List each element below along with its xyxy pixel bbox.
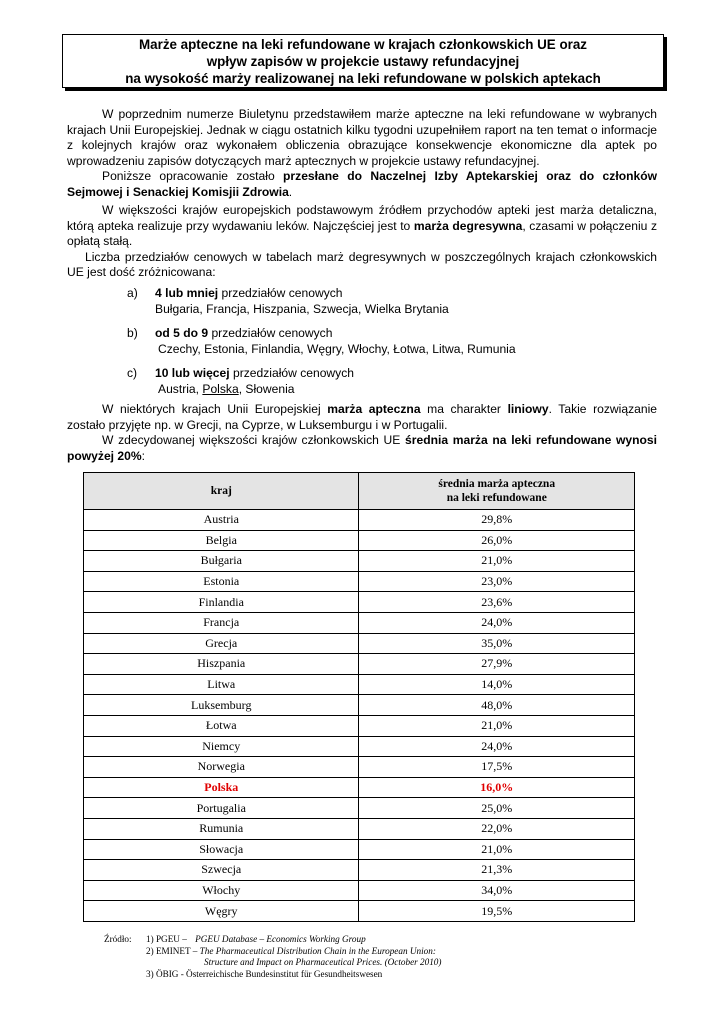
- table-row: [84, 633, 635, 654]
- intro-p2-end: .: [288, 184, 293, 199]
- list-countries: Bułgaria, Francja, Hiszpania, Szwecja, Wielka Brytania: [155, 301, 449, 316]
- sources: [104, 934, 441, 980]
- s3-p1-text: W niektórych krajach Unii Europejskiej: [102, 402, 328, 416]
- table-row: [84, 715, 635, 736]
- source-3: 3) ÖBIG - Österreichische Bundesinstitut für Gesundheitswesen: [146, 968, 383, 979]
- table-row: [84, 510, 635, 531]
- table-row: [84, 818, 635, 839]
- country-cell: Rumunia: [84, 818, 359, 839]
- country-cell: Hiszpania: [84, 654, 359, 675]
- list-letter: c): [127, 366, 138, 380]
- list-letter: b): [127, 326, 138, 340]
- margin-cell: 34,0%: [359, 880, 635, 901]
- country-cell: Bułgaria: [84, 551, 359, 572]
- list-rest: przedziałów cenowych: [218, 286, 343, 300]
- s3-p2-text: W zdecydowanej większości krajów członkowskich UE: [102, 433, 406, 447]
- table-row: [84, 798, 635, 819]
- country-cell: Niemcy: [84, 736, 359, 757]
- country-cell: Włochy: [84, 880, 359, 901]
- list-bold: od 5 do 9: [155, 326, 209, 340]
- margin-cell: 27,9%: [359, 654, 635, 675]
- country-cell: Węgry: [84, 901, 359, 922]
- table-body: [84, 510, 635, 922]
- source-2-title: The Pharmaceutical Distribution Chain in the European Union:: [199, 945, 436, 956]
- header-country: kraj: [84, 473, 359, 510]
- source-1-title: PGEU Database – Economics Working Group: [195, 934, 366, 944]
- title-line-2: wpływ zapisów w projekcie ustawy refundacyjnej: [206, 53, 520, 69]
- s3-p1-text-2: ma charakter: [420, 402, 508, 416]
- table-row: [84, 901, 635, 922]
- header-margin-line-2: na leki refundowane: [446, 492, 547, 504]
- list-rest: przedziałów cenowych: [229, 366, 354, 380]
- list-item: [127, 326, 647, 357]
- title-box: [62, 34, 664, 88]
- list-letter: a): [127, 286, 138, 300]
- country-cell: Belgia: [84, 530, 359, 551]
- table-row: [84, 860, 635, 881]
- intro-paragraph-2: [67, 169, 657, 200]
- intro-paragraph-1: W poprzednim numerze Biuletynu przedstawiłem marże apteczne na leki refundowane w wybranych krajach Unii Europejskiej. Jednak w ciągu ostatnich kilku tygodni uzupełniłem raport na ten temat o informacje z kolejnych krajów oraz wykonałem obliczenia obrazujące konsekwencje ekonomiczne dla aptek po wprowadzeniu zapisów dotyczących marż aptecznych w projekcie ustawy refundacyjnej.: [67, 107, 657, 168]
- margin-cell: 19,5%: [359, 901, 635, 922]
- s3-p1-end: . Takie rozwiązanie zostało przyjęte np. w Grecji, na Cyprze, w Luksemburgu i w Portugalii.: [67, 402, 657, 432]
- source-2-subtitle: Structure and Impact on Pharmaceutical Prices. (October 2010): [204, 957, 442, 967]
- margin-cell: 23,0%: [359, 571, 635, 592]
- header-margin: [359, 473, 635, 510]
- margin-cell: 24,0%: [359, 612, 635, 633]
- margin-cell: 24,0%: [359, 736, 635, 757]
- country-cell: Grecja: [84, 633, 359, 654]
- title-line-1: Marże apteczne na leki refundowane w krajach członkowskich UE oraz: [139, 36, 587, 52]
- countries-text: Austria,: [158, 381, 203, 396]
- section3-paragraph-1: [67, 402, 657, 433]
- margin-cell: 21,0%: [359, 715, 635, 736]
- table-row: [84, 654, 635, 675]
- section2-paragraph-1: [67, 203, 657, 250]
- table-row: [84, 530, 635, 551]
- section2-paragraph-2: Liczba przedziałów cenowych w tabelach marż degresywnych w poszczególnych krajach członkowskich UE jest dość zróżnicowana:: [67, 249, 657, 279]
- country-cell: Austria: [84, 510, 359, 531]
- source-1-name: 1) PGEU –: [146, 934, 190, 944]
- section3-paragraph-2: [67, 433, 657, 464]
- s2-p1-end: , czasami w połączeniu z opłatą stałą.: [67, 218, 657, 248]
- s2-p1-text: W większości krajów europejskich podstawowym źródłem przychodów apteki jest marża detaliczna, którą apteka realizuje przy wydawaniu leków. Najczęściej jest to: [67, 203, 657, 233]
- country-cell: Szwecja: [84, 860, 359, 881]
- table-row: [84, 757, 635, 778]
- s3-p1-bold-2: liniowy: [507, 402, 549, 416]
- margin-cell: 23,6%: [359, 592, 635, 613]
- table-row: [84, 612, 635, 633]
- country-cell: Luksemburg: [84, 695, 359, 716]
- intro-section: [67, 107, 657, 200]
- margin-cell: 29,8%: [359, 510, 635, 531]
- list-item: [127, 366, 647, 397]
- intro-p2-text: Poniższe opracowanie zostało: [102, 169, 284, 183]
- table-row: [84, 736, 635, 757]
- country-cell: Polska: [84, 777, 359, 798]
- margin-cell: 25,0%: [359, 798, 635, 819]
- list-bold: 4 lub mniej: [155, 286, 219, 300]
- table-row: [84, 592, 635, 613]
- s3-p2-bold: średnia marża na leki refundowane wynosi powyżej 20%: [67, 433, 657, 463]
- country-cell: Łotwa: [84, 715, 359, 736]
- country-cell: Francja: [84, 612, 359, 633]
- margin-cell: 21,3%: [359, 860, 635, 881]
- margin-cell: 22,0%: [359, 818, 635, 839]
- intro-p2-bold: przesłane do Naczelnej Izby Aptekarskiej oraz do członków Sejmowej i Senackiej Komisjii Zdrowia: [67, 169, 657, 199]
- s3-p1-bold: marża apteczna: [327, 402, 421, 416]
- list-countries: [158, 382, 647, 398]
- table-row: [84, 777, 635, 798]
- margin-cell: 26,0%: [359, 530, 635, 551]
- header-margin-line-1: średnia marża apteczna: [438, 478, 556, 490]
- list-rest: przedziałów cenowych: [208, 326, 333, 340]
- margin-cell: 14,0%: [359, 674, 635, 695]
- section-3: [67, 402, 657, 464]
- source-1: [146, 934, 441, 946]
- table-row: [84, 695, 635, 716]
- section-2: [67, 203, 657, 281]
- table-row: [84, 839, 635, 860]
- country-cell: Portugalia: [84, 798, 359, 819]
- country-cell: Litwa: [84, 674, 359, 695]
- table-row: [84, 674, 635, 695]
- price-range-list: [127, 286, 647, 406]
- table-header-row: [84, 473, 635, 510]
- table-row: [84, 571, 635, 592]
- countries-underlined: Polska: [202, 381, 239, 396]
- countries-text-end: , Słowenia: [238, 381, 295, 396]
- margin-cell: 48,0%: [359, 695, 635, 716]
- title-line-3: na wysokość marży realizowanej na leki refundowane w polskich aptekach: [125, 70, 601, 86]
- table-row: [84, 880, 635, 901]
- margin-table: [83, 472, 635, 922]
- table-row: [84, 551, 635, 572]
- source-2-name: 2) EMINET –: [146, 945, 200, 956]
- list-countries: Czechy, Estonia, Finlandia, Węgry, Włochy, Łotwa, Litwa, Rumunia: [158, 341, 516, 356]
- sources-label: Źródło:: [104, 934, 132, 944]
- margin-cell: 21,0%: [359, 839, 635, 860]
- margin-cell: 17,5%: [359, 757, 635, 778]
- margin-cell: 21,0%: [359, 551, 635, 572]
- country-cell: Finlandia: [84, 592, 359, 613]
- source-2: [146, 946, 441, 958]
- list-bold: 10 lub więcej: [155, 366, 230, 380]
- margin-cell: 16,0%: [359, 777, 635, 798]
- s3-p2-end: :: [141, 448, 145, 463]
- country-cell: Słowacja: [84, 839, 359, 860]
- s2-p1-bold: marża degresywna: [413, 218, 523, 233]
- country-cell: Norwegia: [84, 757, 359, 778]
- country-cell: Estonia: [84, 571, 359, 592]
- margin-cell: 35,0%: [359, 633, 635, 654]
- list-item: [127, 286, 647, 317]
